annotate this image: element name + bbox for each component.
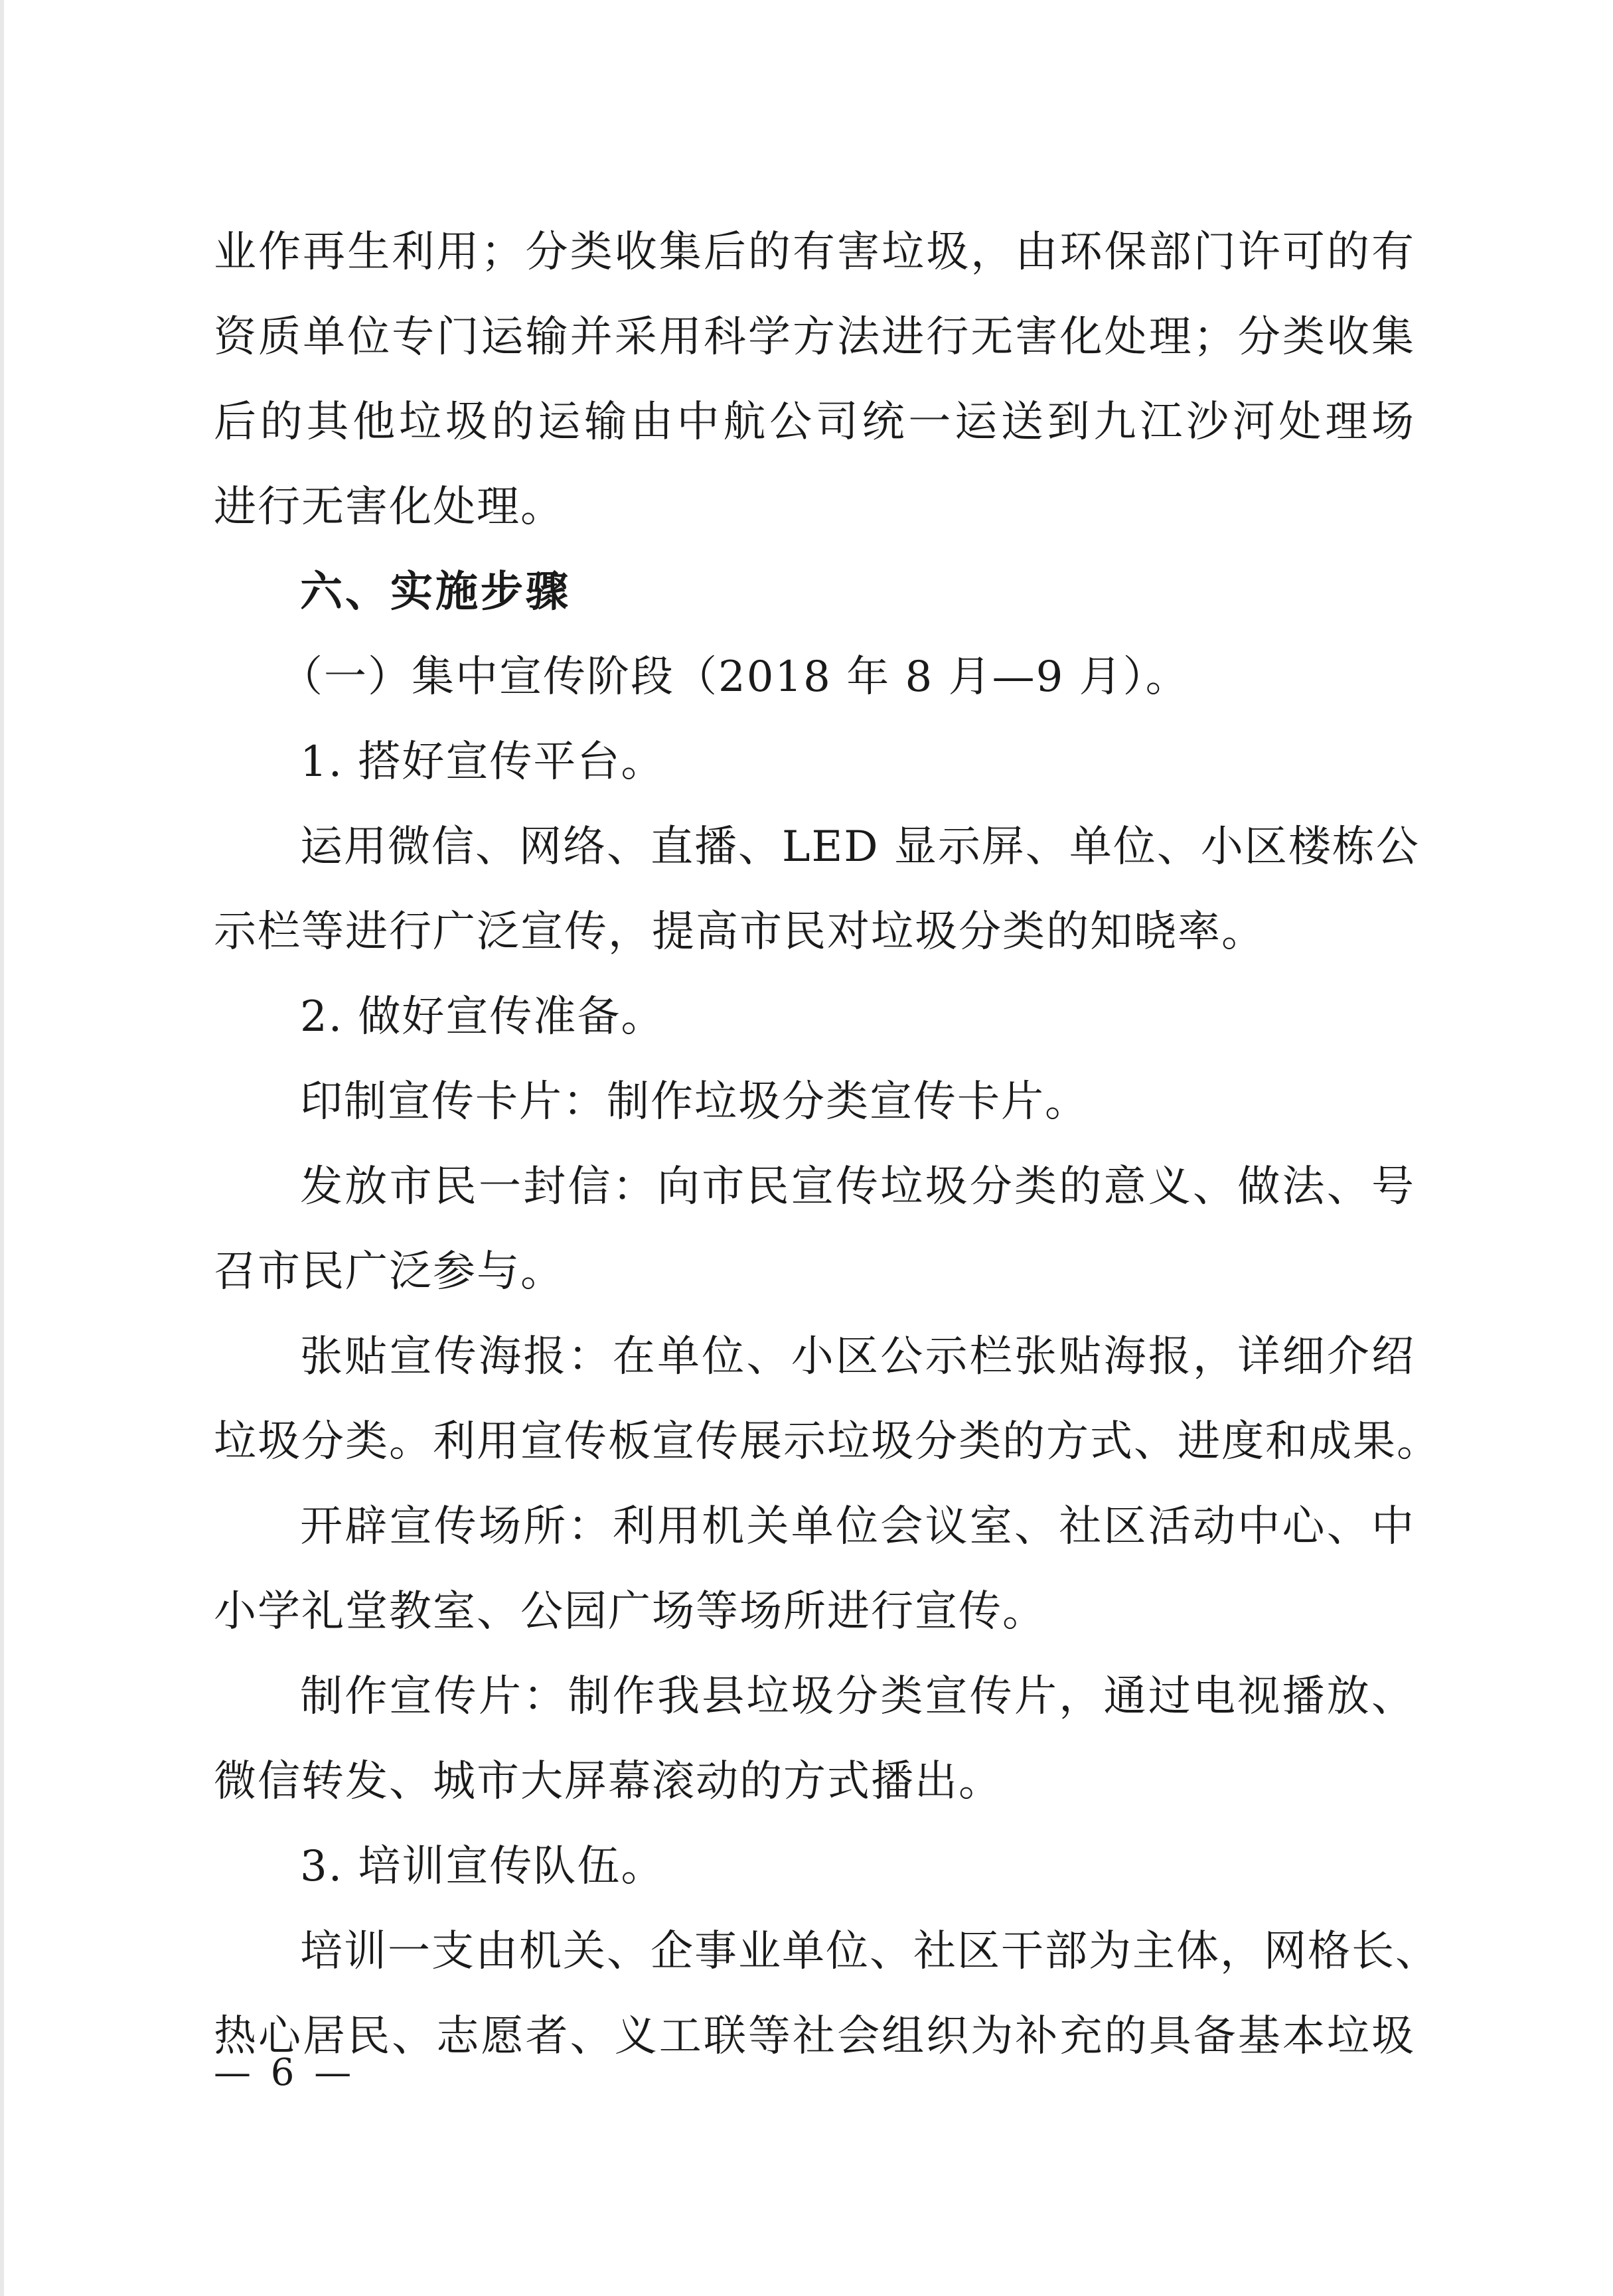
paragraph-line: 后的其他垃圾的运输由中航公司统一运送到九江沙河处理场 — [214, 398, 1415, 447]
subsection-heading: （一）集中宣传阶段（2018 年 8 月—9 月）。 — [280, 652, 1190, 702]
scan-edge — [0, 0, 4, 2296]
paragraph-line: 培训一支由机关、企事业单位、社区干部为主体，网格长、 — [300, 1927, 1439, 1976]
paragraph-line: 印制宣传卡片：制作垃圾分类宣传卡片。 — [300, 1077, 1089, 1126]
paragraph-line: 小学礼堂教室、公园广场等场所进行宣传。 — [214, 1587, 1046, 1636]
paragraph-line: 垃圾分类。利用宣传板宣传展示垃圾分类的方式、进度和成果。 — [214, 1417, 1440, 1466]
paragraph-line: 微信转发、城市大屏幕滚动的方式播出。 — [214, 1757, 1002, 1806]
paragraph-line: 资质单位专门运输并采用科学方法进行无害化处理；分类收集 — [214, 313, 1415, 362]
paragraph-line: 发放市民一封信：向市民宣传垃圾分类的意义、做法、号 — [300, 1162, 1415, 1211]
section-heading: 六、实施步骤 — [300, 568, 571, 617]
page-number: — 6 — — [214, 2051, 356, 2094]
item-heading: 3. 培训宣传队伍。 — [300, 1842, 665, 1891]
paragraph-line: 业作再生利用；分类收集后的有害垃圾，由环保部门许可的有 — [214, 228, 1415, 277]
paragraph-line: 热心居民、志愿者、义工联等社会组织为补充的具备基本垃圾 — [214, 2012, 1415, 2061]
paragraph-line: 张贴宣传海报：在单位、小区公示栏张贴海报，详细介绍 — [300, 1332, 1415, 1381]
paragraph-line: 制作宣传片：制作我县垃圾分类宣传片，通过电视播放、 — [300, 1672, 1415, 1721]
paragraph-line: 运用微信、网络、直播、LED 显示屏、单位、小区楼栋公 — [300, 822, 1420, 872]
item-heading: 1. 搭好宣传平台。 — [300, 737, 665, 787]
paragraph-line: 示栏等进行广泛宣传，提高市民对垃圾分类的知晓率。 — [214, 907, 1265, 957]
paragraph-line: 进行无害化处理。 — [214, 483, 564, 532]
item-heading: 2. 做好宣传准备。 — [300, 992, 665, 1041]
paragraph-line: 开辟宣传场所：利用机关单位会议室、社区活动中心、中 — [300, 1502, 1415, 1551]
paragraph-line: 召市民广泛参与。 — [214, 1247, 564, 1296]
